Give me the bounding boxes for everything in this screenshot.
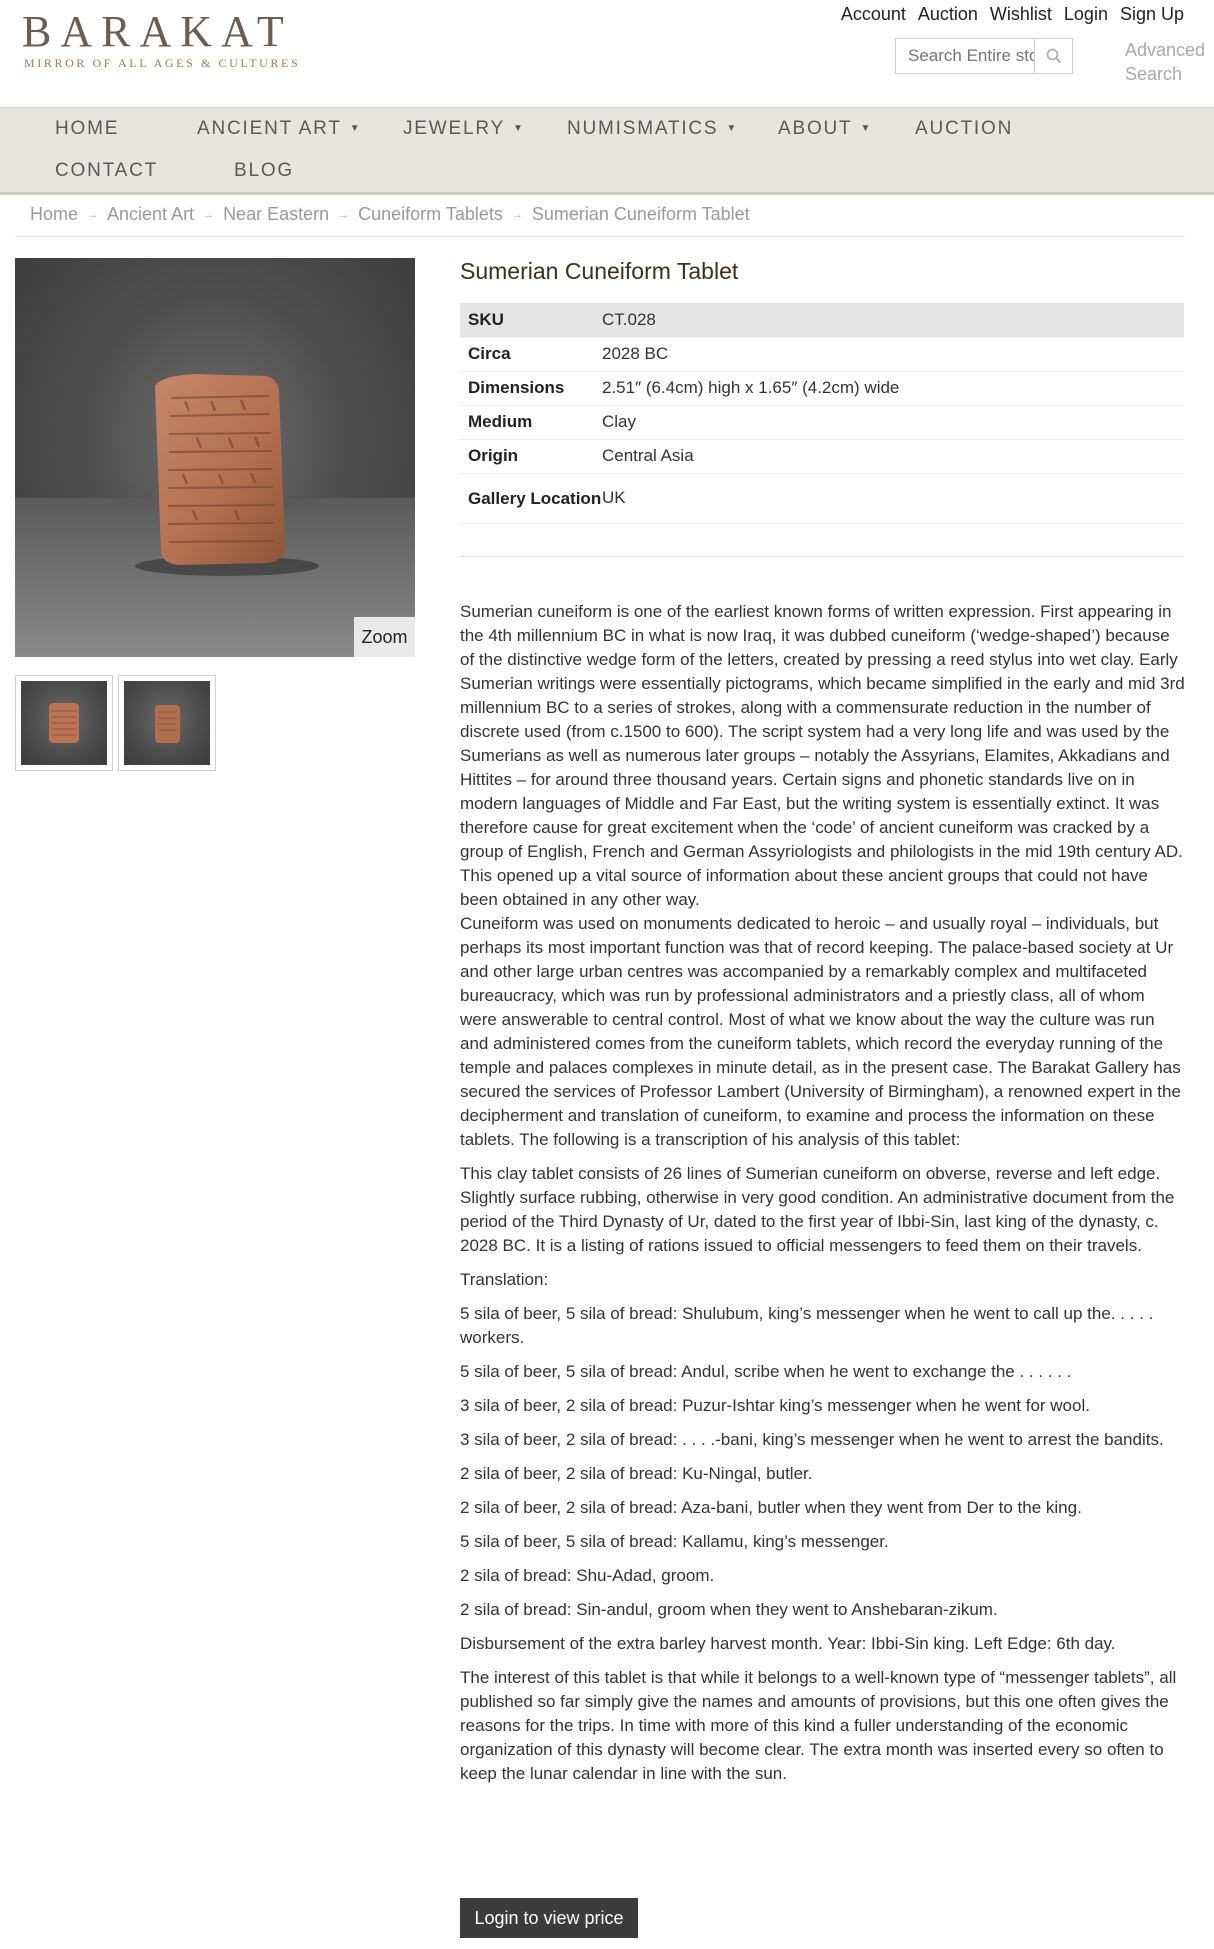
spec-value: 2028 BC [602,344,669,363]
login-to-view-price-button[interactable]: Login to view price [460,1898,638,1938]
spec-row-dimensions [460,371,1184,405]
spec-value: 2.51″ (6.4cm) high x 1.65″ (4.2cm) wide [602,378,900,397]
translation-line: 2 sila of bread: Sin-andul, groom when they went to Anshebaran-zikum. [460,1600,998,1619]
nav-home-label: HOME [55,118,120,139]
site-header [0,0,1214,107]
chevron-down-icon: ▼ [513,123,525,134]
spec-row-origin [460,439,1184,473]
translation-line: 5 sila of beer, 5 sila of bread: Shulubum, king’s messenger when he went to call up the. . . . . workers. [460,1304,1154,1347]
advanced-search-link[interactable] [1125,38,1205,86]
spec-key: Circa [468,344,511,363]
divider [15,236,1185,237]
spec-row-medium [460,405,1184,439]
spec-key: Origin [468,446,519,465]
spec-row-gallery-location [460,473,1184,523]
translation-line: 5 sila of beer, 5 sila of bread: Andul, scribe when he went to exchange the . . . . . . [460,1362,1072,1381]
product-main-image[interactable] [15,258,415,657]
logo-title: BARAKAT [22,7,293,56]
search-icon [1046,48,1062,64]
breadcrumb-current: Sumerian Cuneiform Tablet [531,204,750,224]
description-paragraph: The interest of this tablet is that while it belongs to a well-known type of “messenger tablets”, all published so far simply give the names and amounts of provisions, but this one often gives the reasons for the trips. In time with more of this kind a fuller understanding of the economic organization of this dynasty will become clear. The extra month was inserted every so often to keep the lunar calendar in line with the sun. [460,1668,1177,1783]
nav-ancient-art-label: ANCIENT ART [197,118,342,139]
arrow-right-icon: → [203,208,215,221]
nav-home[interactable] [55,118,119,140]
translation-line: 5 sila of beer, 5 sila of bread: Kallamu, king’s messenger. [460,1532,889,1551]
translation-line: 3 sila of beer, 2 sila of bread: . . . .-bani, king’s messenger when he went to arrest the bandits. [460,1430,1164,1449]
chevron-down-icon: ▼ [860,123,873,134]
translation-line: 2 sila of bread: Shu-Adad, groom. [460,1566,715,1585]
login-link[interactable]: Login [1063,4,1108,24]
nav-about[interactable] [778,118,872,140]
zoom-button[interactable]: Zoom [354,617,415,657]
translation-line: 2 sila of beer, 2 sila of bread: Ku-Ningal, butler. [460,1464,813,1483]
nav-ancient-art[interactable] [197,118,361,140]
thumbnail-2[interactable] [118,675,216,771]
chevron-down-icon: ▼ [726,123,739,134]
chevron-down-icon: ▼ [349,123,362,134]
description-paragraph: This clay tablet consists of 26 lines of Sumerian cuneiform on obverse, reverse and left edge. Slightly surface rubbing, otherwise in very good condition. An administrative document from the period of the Third Dynasty of Ur, dated to the first year of Ibbi-Sin, last king of the dynasty, c. 2028 BC. It is a listing of rations issued to official messengers to feed them on their travels. [460,1164,1175,1255]
signup-link[interactable]: Sign Up [1119,4,1184,24]
nav-blog[interactable] [234,160,294,182]
advanced-search-line1: Advanced [1125,40,1206,60]
translation-line: Disbursement of the extra barley harvest month. Year: Ibbi-Sin king. Left Edge: 6th day. [460,1634,1116,1653]
arrow-right-icon: → [87,208,99,221]
nav-contact[interactable] [55,160,158,182]
account-link[interactable]: Account [840,4,906,24]
product-spec-table [460,303,1184,524]
translation-line: 3 sila of beer, 2 sila of bread: Puzur-Ishtar king’s messenger when he went for wool. [460,1396,1090,1415]
nav-jewelry-label: JEWELRY [403,118,505,139]
description-paragraph: Sumerian cuneiform is one of the earliest known forms of written expression. First appearing in the 4th millennium BC in what is now Iraq, it was dubbed cuneiform (‘wedge-shaped’) because of the distinctive wedge form of the letters, created by pressing a reed stylus into wet clay. Early Sumerian writings were essentially pictograms, which became simplified in the early and mid 3rd millennium BC to a series of strokes, along with a commensurate reduction in the number of discrete used (from c.1500 to 600). The script system had a very long life and was used by the Sumerians as well as numerous later groups – notably the Assyrians, Elamites, Akkadians and Hittites – for around three thousand years. Certain signs and phonetic standards live on in modern languages of Middle and Far East, but the writing system is essentially extinct. It was therefore cause for great excitement when the ‘code’ of ancient cuneiform was cracked by a group of English, French and German Assyriologists and philologists in the mid 19th century AD. This opened up a vital source of information about these ancient groups that could not have been obtained in any other way. [460,602,1185,909]
wishlist-link[interactable]: Wishlist [989,4,1052,24]
breadcrumb-cuneiform-tablets[interactable]: Cuneiform Tablets [358,204,503,224]
search-box [895,38,1073,74]
spec-key: Medium [468,412,533,431]
nav-numismatics[interactable] [567,118,738,140]
nav-blog-label: BLOG [234,160,294,181]
advanced-search-line2: Search [1125,64,1183,84]
tablet-thumbnail-side [124,681,210,765]
spec-value: Clay [602,412,637,431]
spec-value: Central Asia [602,446,694,465]
breadcrumb-near-eastern[interactable]: Near Eastern [223,204,330,224]
spec-value: CT.028 [602,303,1184,337]
spec-row-circa [460,337,1184,371]
nav-about-label: ABOUT [778,118,853,139]
cuneiform-tablet-image [15,258,415,657]
search-input[interactable] [896,39,1034,73]
breadcrumb [30,204,750,225]
description-paragraph: Cuneiform was used on monuments dedicated to heroic – and usually royal – individuals, but perhaps its most important function was that of record keeping. The palace-based society at Ur and other large urban centres was accompanied by a remarkably complex and multifaceted bureaucracy, which was run by professional administrators and a priestly class, all of whom were answerable to central control. Most of what we know about the way the culture was run and administered comes from the cuneiform tablets, which record the everyday running of the temple and palaces complexes in minute detail, as in the present case. The Barakat Gallery has secured the services of Professor Lambert (University of Birmingham), a renowned expert in the decipherment and translation of cuneiform, to examine and process the information on these tablets. The following is a transcription of his analysis of this tablet: [460,914,1181,1149]
search-button[interactable] [1034,39,1072,73]
divider [460,556,1184,557]
auction-link[interactable]: Auction [917,4,978,24]
breadcrumb-ancient-art[interactable]: Ancient Art [107,204,195,224]
nav-auction-label: AUCTION [915,118,1014,139]
spec-key: SKU [460,303,602,337]
site-logo[interactable] [22,7,301,71]
spec-value: UK [602,488,626,507]
logo-tagline: MIRROR OF ALL AGES & CULTURES [24,56,301,70]
product-description [460,600,1186,1796]
nav-auction[interactable] [915,118,1013,140]
spec-key: Dimensions [468,378,565,397]
nav-contact-label: CONTACT [55,160,159,181]
main-nav [0,107,1214,195]
spec-row-sku [460,303,1184,337]
nav-numismatics-label: NUMISMATICS [567,118,719,139]
translation-label: Translation: [460,1270,549,1289]
arrow-right-icon: → [338,208,350,221]
breadcrumb-home[interactable]: Home [30,204,79,224]
product-title: Sumerian Cuneiform Tablet [460,258,739,284]
arrow-right-icon: → [511,208,523,221]
thumbnail-1[interactable] [15,675,113,771]
translation-line: 2 sila of beer, 2 sila of bread: Aza-bani, butler when they went from Der to the king. [460,1498,1082,1517]
top-links [829,4,1184,25]
tablet-thumbnail-front [21,681,107,765]
nav-jewelry[interactable] [403,118,525,140]
spec-key: Gallery Location [468,488,602,508]
